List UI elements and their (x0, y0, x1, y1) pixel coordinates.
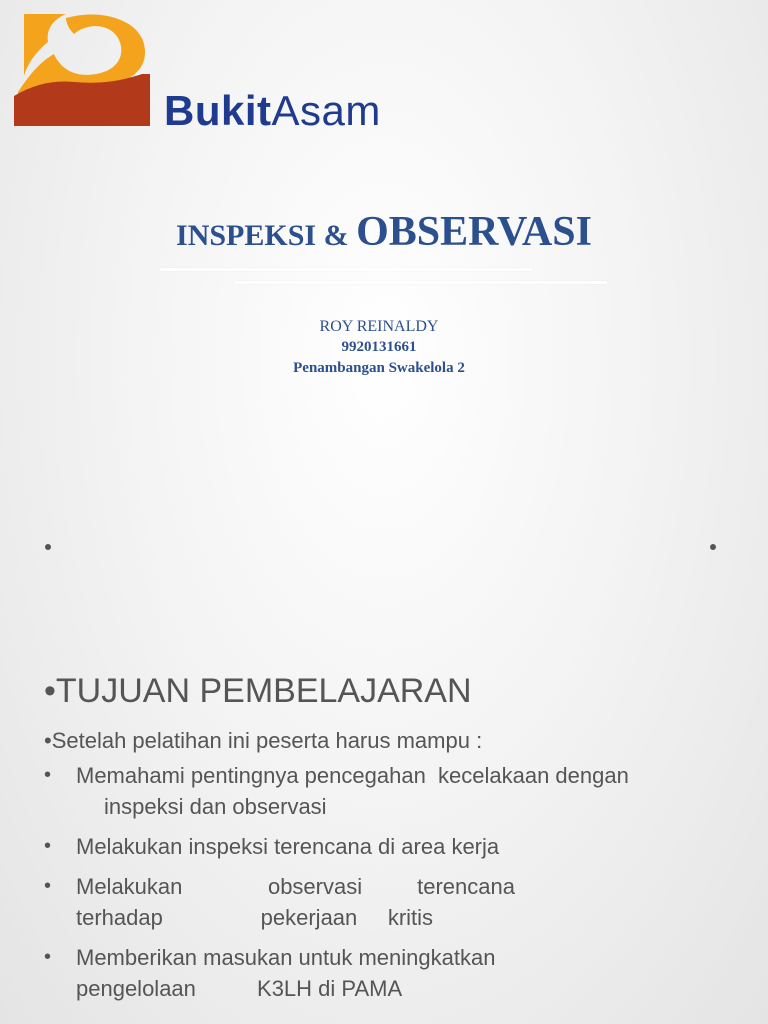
bullet-dot-right (710, 544, 716, 550)
list-item-line: • Melakukan observasi terencana (76, 874, 515, 899)
list-item-line: • Memahami pentingnya pencegahan kecelakaan dengan (76, 763, 629, 788)
slide-title (0, 208, 768, 256)
list-item-line: pengelolaan K3LH di PAMA (76, 976, 403, 1001)
divider-line-lower (235, 281, 607, 284)
title-part-observasi: OBSERVASI (356, 209, 592, 255)
author-block (0, 316, 758, 379)
bullet-dot-left (45, 544, 51, 550)
objectives-slide (0, 520, 768, 1024)
logo-word-bukit: Bukit (164, 87, 272, 134)
list-item-line: terhadap pekerjaan kritis (76, 905, 434, 930)
list-item (44, 760, 734, 822)
list-item-line: • Memberikan masukan untuk meningkatkan (76, 945, 496, 970)
objectives-list (44, 760, 734, 1013)
title-part-inspeksi: INSPEKSI & (176, 219, 357, 252)
list-item-line: • Melakukan inspeksi terencana di area kerja (76, 834, 500, 859)
logo-emblem-icon (14, 12, 154, 126)
author-id: 9920131661 (341, 339, 417, 355)
objectives-intro: •Setelah pelatihan ini peserta harus mampu : (44, 728, 483, 753)
list-item (44, 942, 734, 1004)
list-item (44, 831, 734, 862)
author-department: Penambangan Swakelola 2 (293, 360, 465, 376)
bukit-asam-logo (14, 12, 444, 134)
divider-line-upper (160, 268, 532, 271)
list-item (44, 871, 734, 933)
author-name: ROY REINALDY (319, 318, 439, 335)
objectives-heading: •TUJUAN PEMBELAJARAN (44, 672, 472, 710)
logo-wordmark (164, 87, 381, 134)
list-item-line: inspeksi dan observasi (104, 794, 327, 819)
logo-word-asam: Asam (271, 87, 381, 134)
